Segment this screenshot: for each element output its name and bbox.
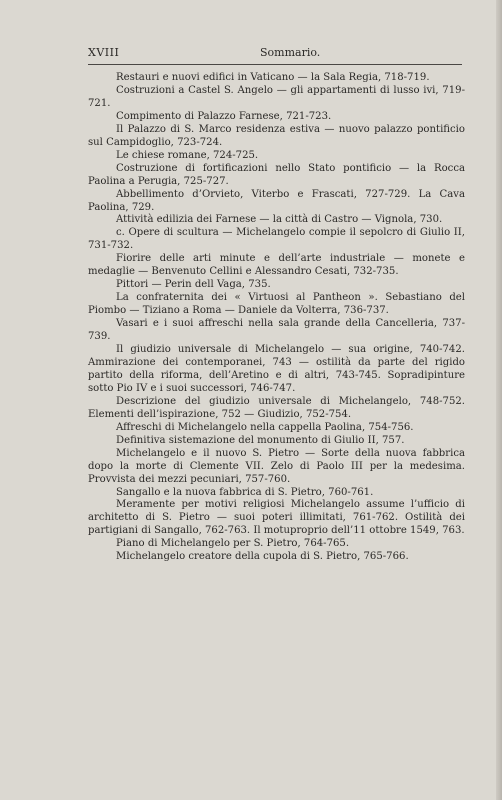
summary-entry: Michelangelo creatore della cupola di S. Pietro, 765-766. — [116, 551, 409, 563]
summary-entry: Il giudizio universale di Michelangelo — sua origine, 740-742. Ammirazione dei contemporanei, 743 — ostilità da parte del rigido partito della riforma, dell’Aretino e di altri, 743-745. Sopradipinture sotto Pio IV e i suoi successori, 746-747. — [88, 344, 465, 394]
summary-entry: Attività edilizia dei Farnese — la città di Castro — Vignola, 730. — [116, 214, 443, 226]
summary-entry: Affreschi di Michelangelo nella cappella Paolina, 754-756. — [116, 421, 414, 433]
page-header — [88, 44, 462, 65]
summary-entry: Fiorire delle arti minute e dell’arte industriale — monete e medaglie — Benvenuto Cellini e Alessandro Cesati, 732-735. — [88, 253, 465, 278]
page-title: Sommario. — [260, 46, 321, 59]
summary-entry: Pittori — Perin dell Vaga, 735. — [116, 279, 271, 291]
summary-entry: Descrizione del giudizio universale di Michelangelo, 748-752. Elementi dell’ispirazione, 752 — Giudizio, 752-754. — [88, 395, 465, 420]
summary-entry: Meramente per motivi religiosi Michelangelo assume l’ufficio di architetto di S. Pietro — suoi poteri illimitati, 761-762. Ostilità dei partigiani di Sangallo, 762-763. Il motuproprio dell’11 ottobre 1549, 763. — [88, 499, 465, 537]
summary-entry: Definitiva sistemazione del monumento di Giulio II, 757. — [116, 434, 405, 446]
page-number: XVIII — [88, 46, 120, 59]
summary-entry: Costruzioni a Castel S. Angelo — gli appartamenti di lusso ivi, 719-721. — [88, 84, 465, 109]
summary-entry: Costruzione di fortificazioni nello Stato pontificio — la Rocca Paolina a Perugia, 725-727. — [88, 162, 465, 187]
summary-entry: Restauri e nuovi edifici in Vaticano — la Sala Regia, 718-719. — [116, 72, 430, 83]
summary-entry: c. Opere di scultura — Michelangelo compie il sepolcro di Giulio II, 731-732. — [88, 227, 465, 252]
summary-entry: Abbellimento d’Orvieto, Viterbo e Frascati, 727-729. La Cava Paolina, 729. — [88, 188, 465, 213]
summary-entry: Sangallo e la nuova fabbrica di S. Pietro, 760-761. — [116, 486, 374, 498]
summary-entry: Piano di Michelangelo per S. Pietro, 764-765. — [116, 538, 350, 550]
page-edge-shadow — [496, 0, 502, 800]
summary-entry: Le chiese romane, 724-725. — [116, 149, 259, 161]
summary-entry: Compimento di Palazzo Farnese, 721-723. — [116, 110, 332, 122]
summary-entry: Vasari e i suoi affreschi nella sala grande della Cancelleria, 737-739. — [88, 318, 465, 343]
summary-entry: La confraternita dei « Virtuosi al Pantheon ». Sebastiano del Piombo — Tiziano a Roma — Daniele da Volterra, 736-737. — [88, 292, 465, 317]
summary-text — [88, 72, 465, 564]
summary-entry: Il Palazzo di S. Marco residenza estiva — nuovo palazzo pontificio sul Campidoglio, 723-724. — [88, 123, 465, 148]
summary-entry: Michelangelo e il nuovo S. Pietro — Sorte della nuova fabbrica dopo la morte di Clemente VII. Zelo di Paolo III per la medesima. Provvista dei mezzi pecuniari, 757-760. — [88, 447, 465, 485]
